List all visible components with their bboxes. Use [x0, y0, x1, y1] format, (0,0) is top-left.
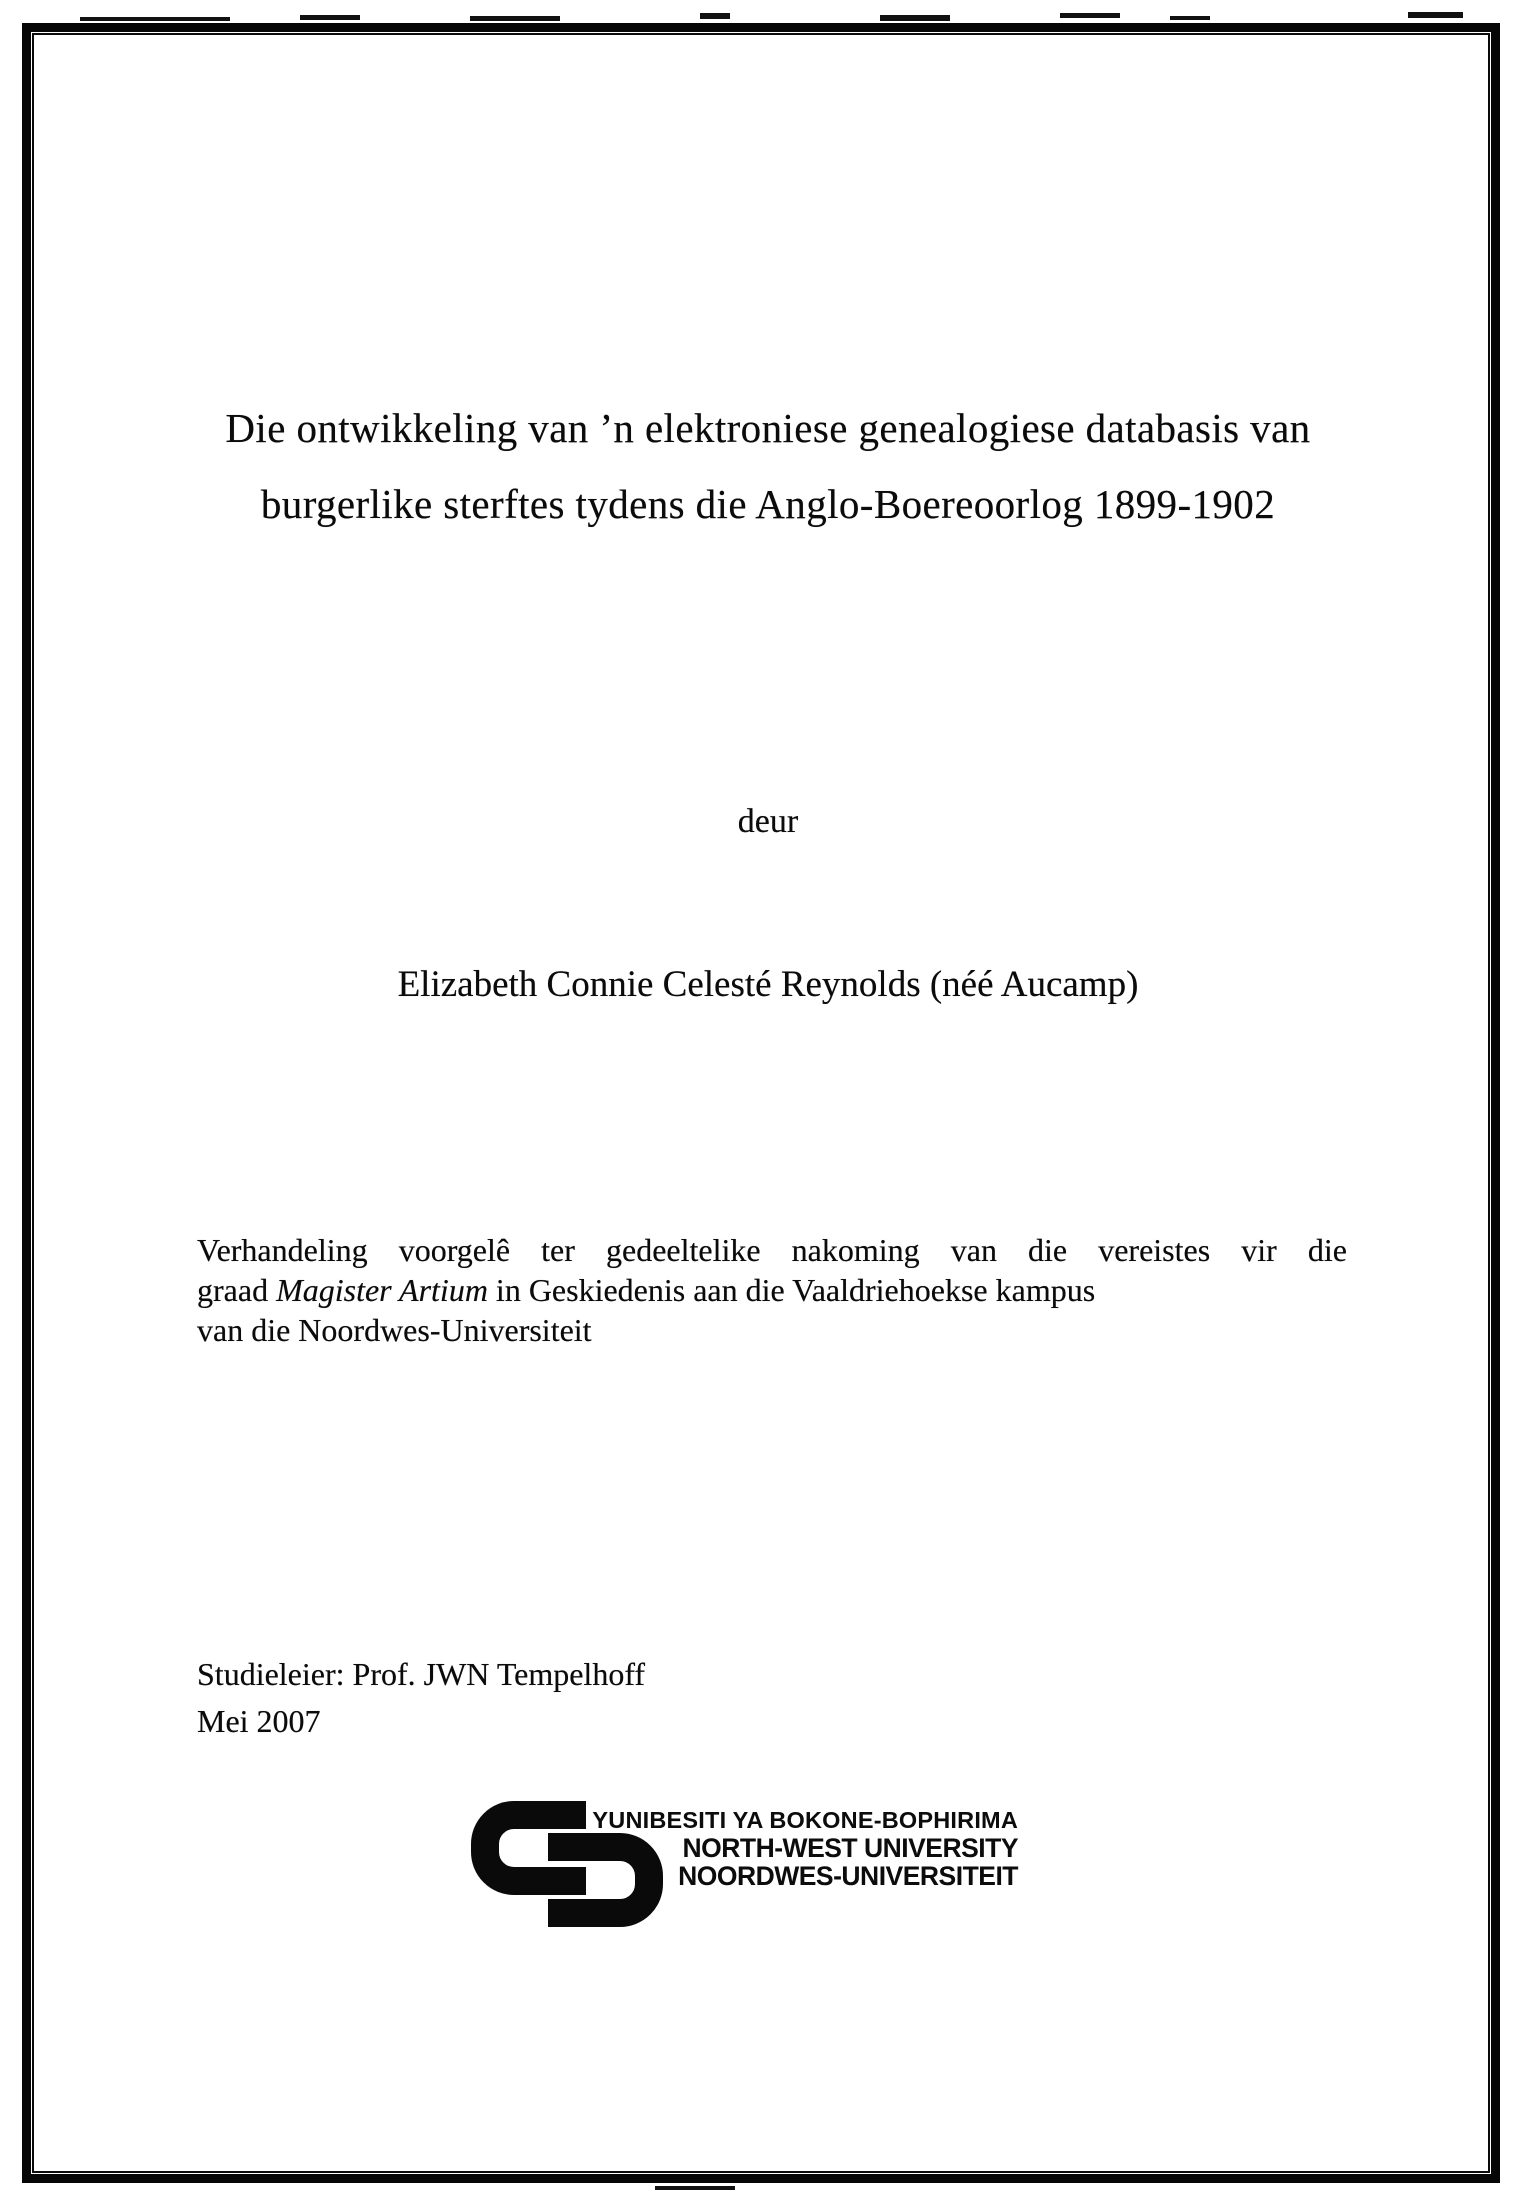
statement-line-1: Verhandeling voorgelê ter gedeeltelike nakoming van die vereistes vir die — [197, 1232, 1347, 1268]
scan-artifact — [470, 16, 560, 21]
logo-name-english: NORTH-WEST UNIVERSITY — [682, 1833, 1018, 1863]
supervisor-line: Studieleier: Prof. JWN Tempelhoff — [197, 1656, 646, 1692]
scan-artifact — [700, 13, 730, 19]
logo-name-afrikaans: NOORDWES-UNIVERSITEIT — [678, 1860, 1018, 1891]
author-name: Elizabeth Connie Celesté Reynolds (néé Aucamp) — [397, 964, 1139, 1005]
statement-line-2 — [197, 1270, 1347, 1310]
thesis-title-line-1: Die ontwikkeling van ’n elektroniese genealogiese databasis van — [225, 405, 1311, 451]
statement-line-2-suffix: in Geskiedenis aan die Vaaldriehoekse kampus — [487, 1272, 1096, 1308]
thesis-statement — [197, 1230, 1347, 1350]
statement-line-3: van die Noordwes-Universiteit — [197, 1312, 592, 1348]
logo-name-setswana: YUNIBESITI YA BOKONE-BOPHIRIMA — [592, 1807, 1018, 1833]
scan-artifact — [1060, 13, 1120, 18]
scan-artifact — [655, 2186, 735, 2190]
scan-artifact — [1170, 16, 1210, 20]
university-logo-text — [588, 1806, 1018, 1890]
thesis-title — [183, 390, 1353, 542]
scan-artifact — [300, 15, 360, 20]
scan-artifact — [80, 17, 230, 21]
date-line: Mei 2007 — [197, 1703, 321, 1739]
footer-block — [197, 1651, 1097, 1745]
scan-artifact — [1408, 12, 1463, 18]
scan-artifact — [880, 15, 950, 21]
thesis-title-line-2: burgerlike sterftes tydens die Anglo-Boereoorlog 1899-1902 — [260, 481, 1276, 527]
degree-name: Magister Artium — [276, 1272, 488, 1308]
byline-label: deur — [737, 803, 799, 840]
statement-line-2-prefix: graad — [197, 1272, 277, 1308]
